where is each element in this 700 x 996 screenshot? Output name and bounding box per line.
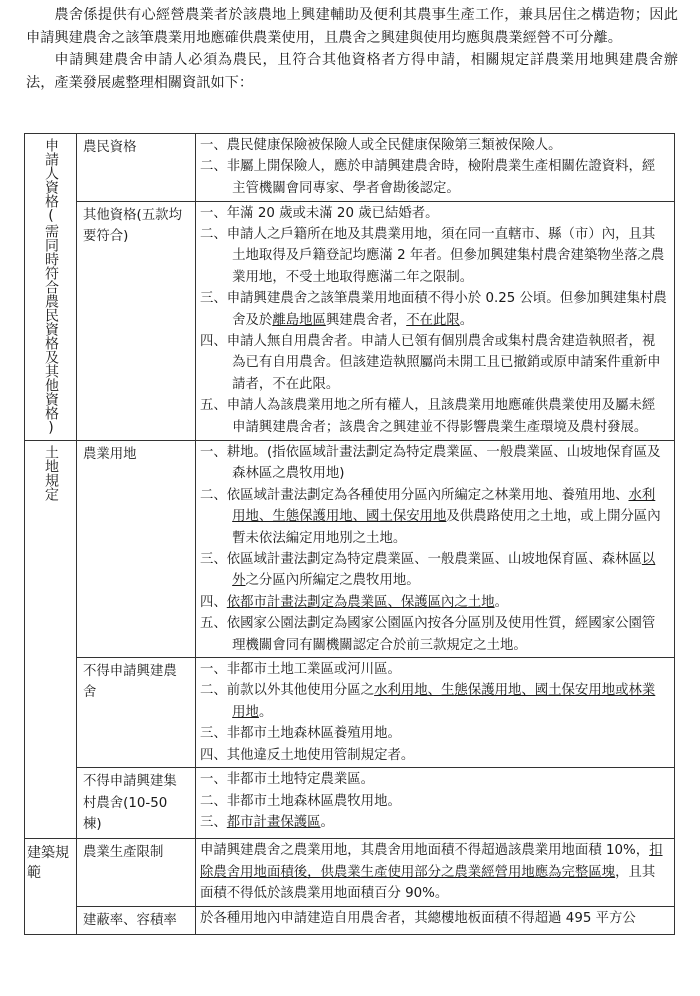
intro-paragraph-1: 農舍係提供有心經營農業者於該農地上興建輔助及便利其農事生產工作，兼具居住之構造物；因此申請興建農舍之該筆農業用地應確供農業使用，且農舍之興建與使用均應與農業經營不可分離。 (26, 7, 678, 46)
underlined-text: 都市計畫保護區 (226, 814, 321, 830)
list-item: 四、其他違反土地使用管制規定者。 (200, 747, 415, 763)
intro-paragraph-2: 申請興建農舍申請人必須為農民，且符合其他資格者方得申請，相關規定詳農業用地興建農舍辦法，產業發展處整理相關資訊如下： (26, 52, 678, 91)
list-item: 一、農民健康保險被保險人或全民健康保險第三類被保險人。 (200, 138, 562, 153)
list-item (200, 288, 668, 331)
underlined-text: 水利用地、生態保護用地、國土保安用地或林業用地 (232, 683, 656, 720)
list-item: 二、非都市土地森林區農牧用地。 (200, 793, 401, 809)
subsection-body (196, 768, 675, 839)
text-segment: 。 (320, 814, 334, 830)
list-item (200, 592, 668, 613)
section-title-building: 建築規範 (27, 845, 69, 882)
subsection-label: 建蔽率、容積率 (77, 906, 196, 934)
section-title-applicant: 申請人資格(需同時符合農民資格及其他資格) (43, 138, 59, 436)
underlined-text: 以外 (232, 552, 656, 589)
list-item: 五、依國家公園法劃定為國家公園區內按各分區別及使用性質，經國家公園管理機關會同有關機關認定合於前三款規定之土地。 (200, 616, 656, 653)
text-segment: 之分區內所編定之農牧用地。 (245, 573, 420, 589)
subsection-label: 農民資格 (77, 134, 196, 202)
text-segment: 二、前款以外其他使用分區之 (200, 683, 375, 699)
section-title-land: 土地規定 (43, 445, 59, 501)
text-segment: 。 (459, 312, 474, 328)
section-applicant (25, 134, 77, 441)
underlined-text: 不在此限 (406, 312, 460, 328)
list-item: 一、年滿 20 歲或未滿 20 歲已結婚者。 (200, 205, 439, 221)
list-item: 五、申請人為該農業用地之所有權人，且該農業用地應確供農業使用及屬未經申請興建農舍者；該農舍之興建並不得影響農業生產環境及農村發展。 (200, 398, 656, 435)
underlined-text: 離島地區 (272, 312, 326, 328)
subsection-body (196, 839, 675, 906)
text-segment: 申請興建農舍之農業用地，其農舍用地面積不得超過該農業用地面積 10%， (200, 843, 650, 859)
table-row (25, 906, 675, 934)
text-segment: 二、依區域計畫法劃定為各種使用分區內所編定之林業用地、養殖用地、 (200, 487, 629, 503)
subsection-label: 其他資格(五款均要符合) (77, 201, 196, 441)
underlined-text: 水利用地、生態保護用地、國土保安用地 (232, 487, 656, 525)
list-item: 三、非都市土地森林區養殖用地。 (200, 726, 401, 742)
list-item (200, 485, 668, 549)
list-item (200, 680, 668, 723)
subsection-label: 農業生產限制 (77, 839, 196, 906)
text-segment: 。 (494, 594, 508, 610)
subsection-label: 不得申請興建農舍 (77, 658, 196, 768)
table-row (25, 441, 675, 658)
section-building (25, 839, 77, 935)
text-segment: 四、 (200, 594, 227, 610)
text-segment: 。 (258, 704, 273, 720)
text-segment: 三、 (200, 814, 227, 830)
table-row (25, 768, 675, 839)
underlined-text: 依都市計畫法劃定為農業區、保護區內之土地 (226, 594, 495, 610)
list-item: 一、非都市土地特定農業區。 (200, 772, 375, 788)
list-item: 一、非都市土地工業區或河川區。 (200, 662, 401, 678)
list-item: 二、非屬上開保險人，應於申請興建農舍時，檢附農業生產相關佐證資料，經主管機關會同專家、學者會勘後認定。 (200, 159, 656, 196)
subsection-body (196, 134, 675, 202)
list-item (200, 812, 668, 833)
list-item: 二、申請人之戶籍所在地及其農業用地，須在同一直轄市、縣（市）內，且其土地取得及戶籍登記均應滿 2 年者。但參加興建集村農舍建築物坐落之農業用地，不受土地取得應滿二年之限制。 (200, 226, 665, 285)
underlined-text: 扣除農舍用地面積後，供農業生產使用部分之農業經營用地應為完整區塊 (200, 843, 663, 880)
table-row (25, 134, 675, 202)
subsection-body (196, 658, 675, 768)
subsection-body: 於各種用地內申請建造自用農舍者，其總樓地板面積不得超過 495 平方公 (196, 906, 675, 934)
subsection-body (196, 441, 675, 658)
table-row (25, 201, 675, 441)
table-row (25, 658, 675, 768)
text-segment: ，且其面積不得低於該農業用地面積百分 90%。 (200, 864, 656, 902)
text-segment: 及供農路使用之土地，或上開分區內暫未依法編定用地別之土地。 (232, 509, 661, 546)
subsection-label: 不得申請興建集村農舍(10-50 棟) (77, 768, 196, 839)
text-segment: 興建農舍者， (325, 312, 407, 328)
section-land (25, 441, 77, 839)
intro-text (26, 4, 678, 94)
subsection-body (196, 201, 675, 441)
regulation-table (24, 133, 675, 935)
text-segment: 三、申請興建農舍之該筆農業用地面積不得小於 0.25 公頃。但參加興建集村農舍及於 (200, 291, 667, 328)
list-item: 一、耕地。(指依區域計畫法劃定為特定農業區、一般農業區、山坡地保育區及森林區之農牧用地) (200, 445, 661, 482)
text-segment: 三、依區域計畫法劃定為特定農業區、一般農業區、山坡地保育區、森林區 (200, 552, 642, 568)
subsection-label: 農業用地 (77, 441, 196, 658)
list-item: 四、申請人無自用農舍者。申請人已領有個別農舍或集村農舍建造執照者，視為已有自用農舍。但該建造執照屬尚未開工且已撤銷或原申請案件重新申請者，不在此限。 (200, 333, 661, 392)
table-row (25, 839, 675, 906)
list-item (200, 549, 668, 592)
